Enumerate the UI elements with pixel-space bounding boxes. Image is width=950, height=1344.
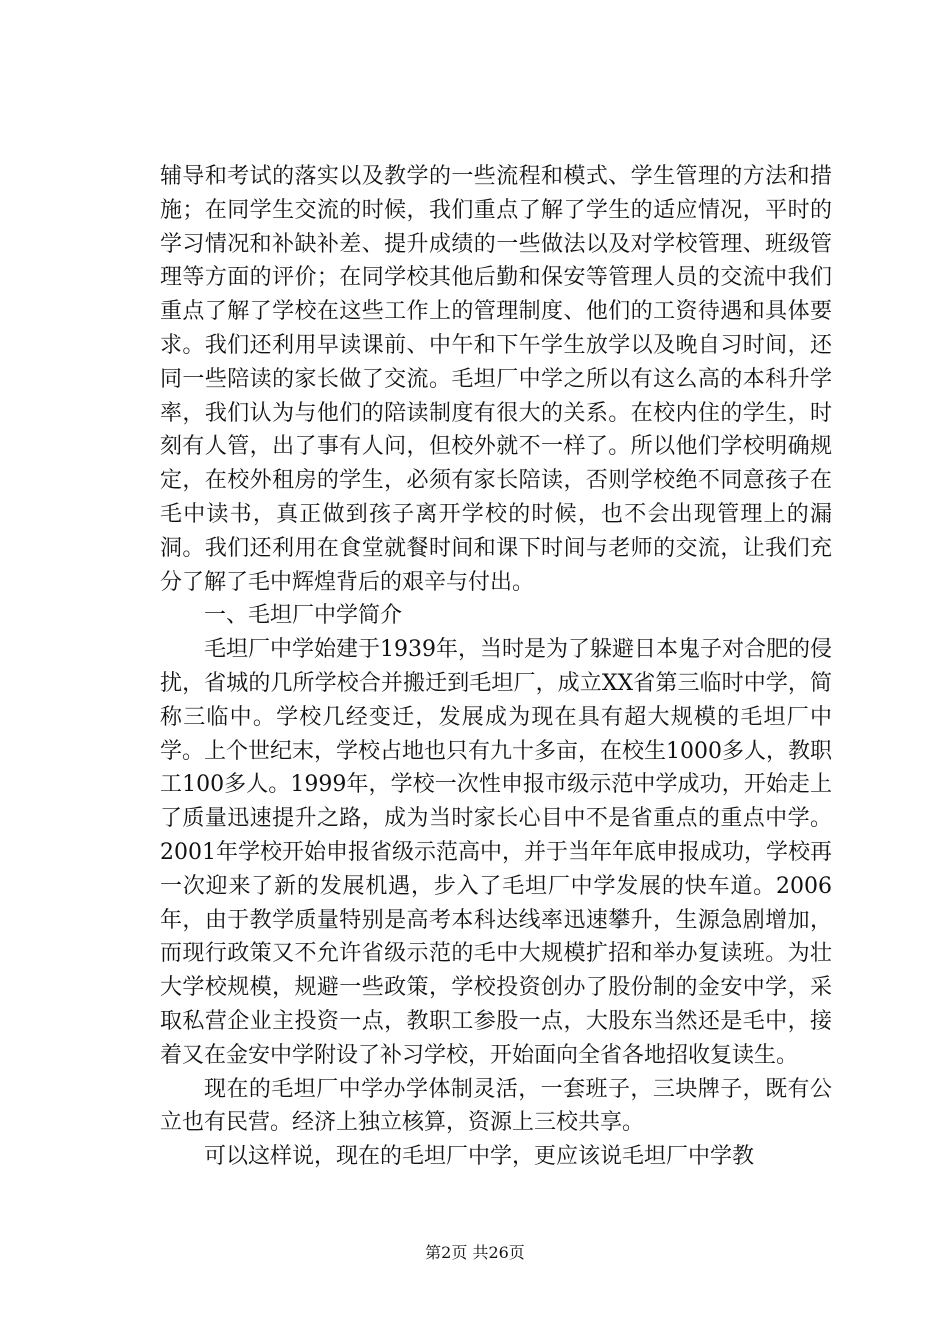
paragraph-school-history: 毛坦厂中学始建于1939年，当时是为了躲避日本鬼子对合肥的侵扰，省城的几所学校合并搬迁到毛坦厂，成立XX省第三临时中学，简称三临中。学校几经变迁，发展成为现在具有超大规模的毛坦厂中学。上个世纪末，学校占地也只有九十多亩，在校生1000多人，教职工100多人。1999年，学校一次性申报市级示范中学成功，开始走上了质量迅速提升之路，成为当时家长心目中不是省重点的重点中学。2001年学校开始申报省级示范高中，并于当年年底申报成功，学校再一次迎来了新的发展机遇，步入了毛坦厂中学发展的快车道。2006年，由于教学质量特别是高考本科达线率迅速攀升，生源急剧增加，而现行政策又不允许省级示范的毛中大规模扩招和举办复读班。为壮大学校规模，规避一些政策，学校投资创办了股份制的金安中学，采取私营企业主投资一点，教职工参股一点，大股东当然还是毛中，接着又在金安中学附设了补习学校，开始面向全省各地招收复读生。 bbox=[160, 637, 832, 1068]
document-body bbox=[160, 160, 832, 1174]
page-number-footer: 第2页 共26页 bbox=[425, 1243, 525, 1262]
paragraph-closing: 可以这样说，现在的毛坦厂中学，更应该说毛坦厂中学教 bbox=[204, 1144, 755, 1170]
section-heading: 一、毛坦厂中学简介 bbox=[204, 603, 403, 629]
paragraph-school-system: 现在的毛坦厂中学办学体制灵活，一套班子，三块牌子，既有公立也有民营。经济上独立核算，资源上三校共享。 bbox=[160, 1076, 832, 1136]
paragraph-continuation: 辅导和考试的落实以及教学的一些流程和模式、学生管理的方法和措施；在同学生交流的时候，我们重点了解了学生的适应情况，平时的学习情况和补缺补差、提升成绩的一些做法以及对学校管理、班级管理等方面的评价；在同学校其他后勤和保安等管理人员的交流中我们重点了解了学校在这些工作上的管理制度、他们的工资待遇和具体要求。我们还利用早读课前、中午和下午学生放学以及晚自习时间，还同一些陪读的家长做了交流。毛坦厂中学之所以有这么高的本科升学率，我们认为与他们的陪读制度有很大的关系。在校内住的学生，时刻有人管，出了事有人问，但校外就不一样了。所以他们学校明确规定，在校外租房的学生，必须有家长陪读，否则学校绝不同意孩子在毛中读书，真正做到孩子离开学校的时候，也不会出现管理上的漏洞。我们还利用在食堂就餐时间和课下时间与老师的交流，让我们充分了解了毛中辉煌背后的艰辛与付出。 bbox=[160, 164, 832, 595]
